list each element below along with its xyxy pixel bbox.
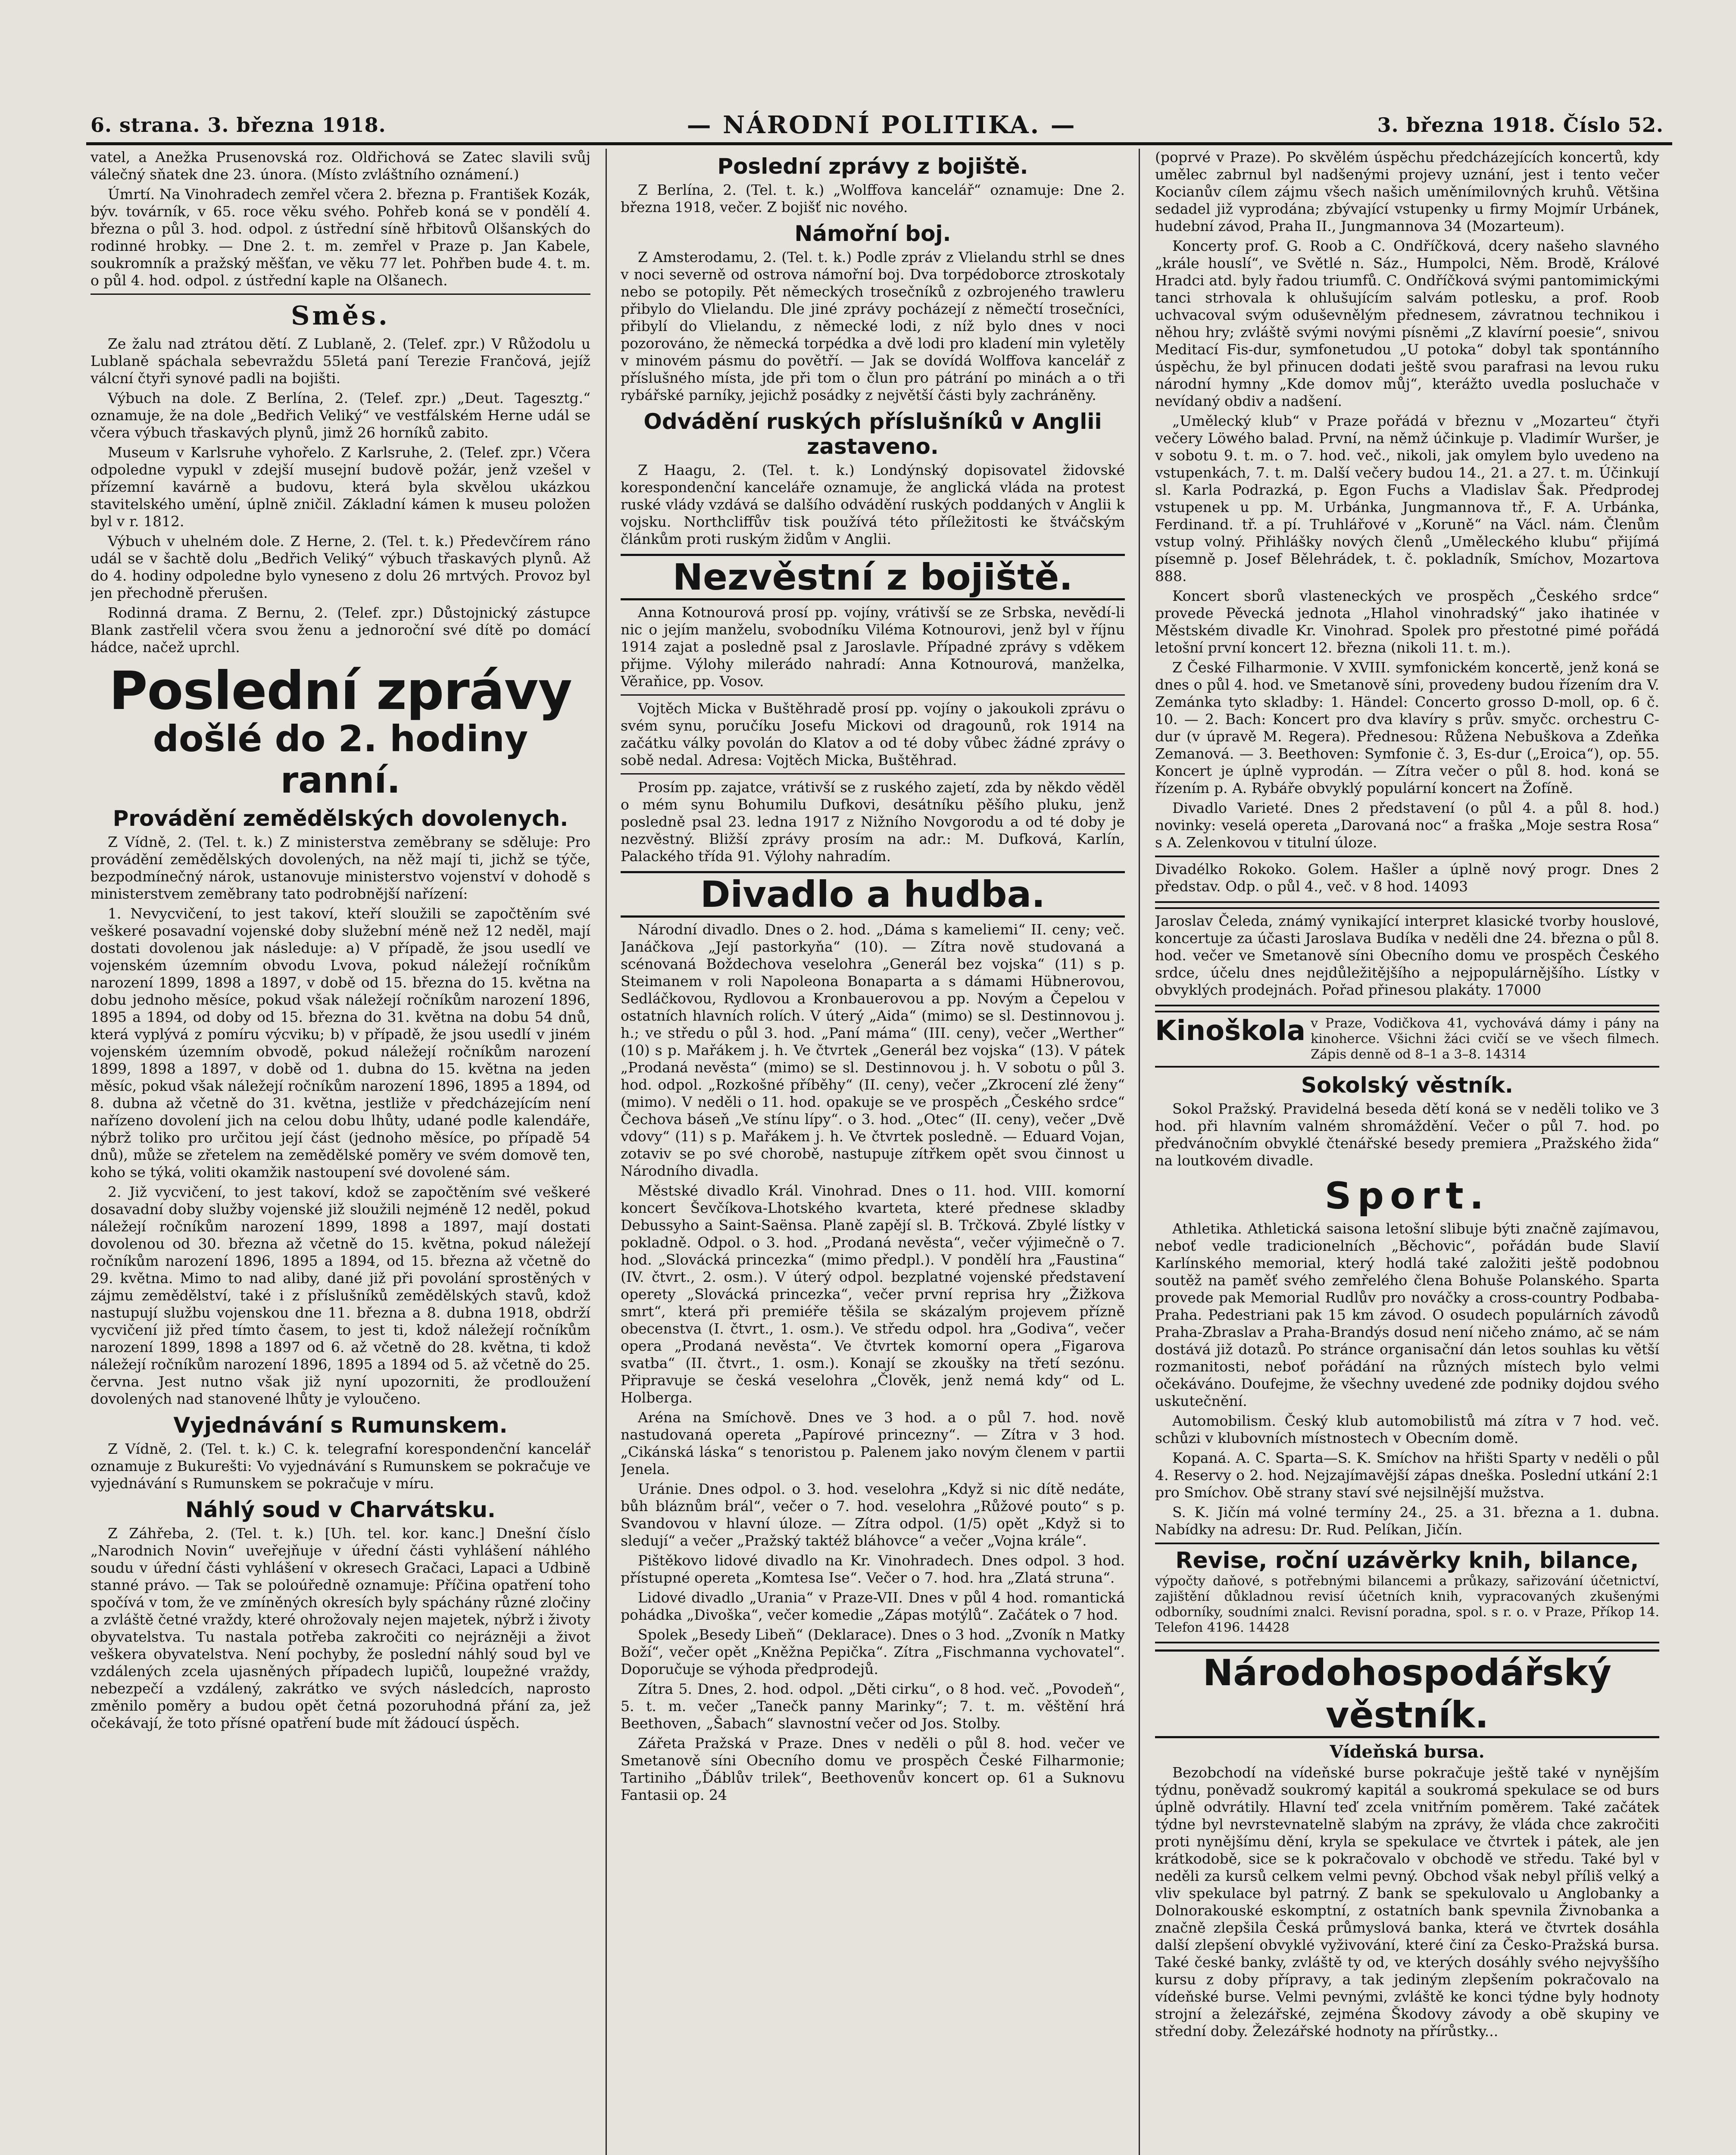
death-notices: Úmrtí. Na Vinohradech zemřel včera 2. března p. František Kozák, býv. továrník, v 65. roce věku svého. Pohřeb koná se v pondělí 4. března o půl 3. hod. odpol. z ústřední síně hřbitovů Olšanských do rodinné hrobky. — Dne 2. t. m. zemřel v Praze p. Jan Kabele, soukromník a pražský měšťan, ve věku 77 let. Pohřben bude 4. t. m. o půl 4. hod. odpol. z ústřední kaple na Olšanech. bbox=[91, 186, 590, 289]
section-title-sport: Sport. bbox=[1324, 1174, 1490, 1218]
notice-item: Prosím pp. zajatce, vrátivší se z ruského zajetí, zda by někdo věděl o mém synu Bohumilu Dufkovi, desátníku pěšího pluku, jenž posledně psal 23. ledna 1917 z Nižního Novgorodu a od té doby je nezvěstný. Bližší zprávy prosím na adr.: M. Dufková, Karlín, Palackého třída 91. Výlohy nahradím. bbox=[621, 779, 1125, 865]
divider bbox=[621, 773, 1125, 775]
theatre-item: Pištěkovo lidové divadlo na Kr. Vinohradech. Dnes odpol. 3 hod. přístupné opereta „Komtesa Ise“. Večer o 7. hod. hra „Zlatá struna“. bbox=[621, 1552, 1125, 1586]
column-3 bbox=[1155, 149, 1659, 2155]
article-paragraph: (poprvé v Praze). Po skvělém úspěchu předcházejících koncertů, kdy umělec zabrnul byl nadšenými projevy uznání, jest i tento večer Kocianův cílem zájmu všech našich uměnímilovných kruhů. Většina sedadel již vyprodána; zbývající vstupenky u firmy Mojmír Urbánek, hudební závod, Praha II., Jungmannova 34 (Mozarteum). bbox=[1155, 149, 1659, 234]
theatre-item: Národní divadlo. Dnes o 2. hod. „Dáma s kameliemi“ II. ceny; več. Janáčkova „Její pastorkyňa“ (10). — Zítra nově studovaná a scénovaná Boždechova veselohra „Generál bez vojska“ (11) s p. Steimanem v roli Napoleona Bonaparta a s dámami Hübnerovou, Sedláčkovou, Rydlovou a Kronbauerovou a pp. Novým a Čepelou v ostatních hlavních rolích. V úterý „Aida“ (mimo) se sl. Destinnovou j. h.; ve středu o půl 3. hod. „Paní máma“ (III. ceny), večer „Werther“ (10) s p. Mařákem j. h. Ve čtvrtek „Generál bez vojska“ (13). V pátek „Prodaná nevěsta“ (mimo) se sl. Destinnovou j. h. V sobotu o půl 3. hod. odpol. „Rozkošné příběhy“ (II. ceny), večer „Zkrocení zlé ženy“ (mimo). V neděli o 11. hod. opakuje se ve prospěch „Českého srdce“ Čechova báseň „Ve stínu lípy“. o 3. hod. „Otec“ (II. ceny), večer „Dvě vdovy“ (11) s p. Mařákem j. h. Ve čtvrtek posledně. — Eduard Vojan, zotaviv se po své chorobě, nastupuje zítřkem opět svou činnost u Národního divadla. bbox=[621, 921, 1125, 1179]
article-paragraph: Bezobchodí na vídeňské burse pokračuje ještě také v nynějším týdnu, poněvadž soukromý kapitál a soukromá spekulace se od burs úplně odvrátily. Hlavní teď zcela vnitřním poměrem. Také začátek týdne byl nevrstevnatelně slabým na zprávy, že vláda chce zakročiti proti nynějšímu dění, kryla se spekulace ve čtvrtek i pátek, ale jen krátkodobě, sice se k pokračovalo v obchodě ve středu. Také byl v neděli za kursů celkem velmi pevný. Obchod však nebyl příliš velký a vliv spekulace byl patrný. Z bank se spekulovalo u Anglobanky a Dolnorakouské eskomptní, z ostatních bank spevnila Živnobanka a značně zlepšila Česká průmyslová banka, která ve čtvrtek dosáhla další zlepšení obvyklé vyživování, které činí za Česko-Pražská bursa. Také české banky, zvláště ty od, ve kterých dosáhly svého nejvyššího kursu z doby přípravy, a tak jediným zlepšením pokračovalo na vídeňské burse. Velmi pevnými, zvláště ke konci týdne byly hodnoty strojní a železářské, zejména Škodovy závody a obě skupiny ve střední doby. Železářské hodnoty na přírůstky... bbox=[1155, 1764, 1659, 2039]
news-item: Výbuch na dole. Z Berlína, 2. (Telef. zpr.) „Deut. Tagesztg.“ oznamuje, že na dole „Bedřich Veliký“ ve vestfálském Herne udál se včera výbuch třaskavých plynů, jimž 26 horníků zabito. bbox=[91, 390, 590, 441]
sport-item: Kopaná. A. C. Sparta—S. K. Smíchov na hřišti Sparty v neděli o půl 4. Reservy o 2. hod. Nejzajímavější zápas dneška. Poslední utkání 2:1 pro Smíchov. Obě strany staví své nejsilnější mužstva. bbox=[1155, 1449, 1659, 1501]
article-paragraph: Z Vídně, 2. (Tel. t. k.) C. k. telegrafní korespondenční kancelář oznamuje z Bukurešti: Vo vyjednávání s Rumunskem se pokračuje ve vyjednávání s Rumunskem se pokračuje v míru. bbox=[91, 1440, 590, 1492]
divider bbox=[621, 694, 1125, 696]
advertisement bbox=[1155, 856, 1659, 903]
header-left: 6. strana. 3. března 1918. bbox=[91, 113, 386, 137]
ad-text: výpočty daňové, s potřebnými bilancemi a průkazy, sařizování účetnictví, zajištění důkladnou revisí účetních knih, vypracovaných zkušenými odborníky, soudními znalci. Revisní poradna, spol. s r. o. v Praze, Příkop 14. Telefon 4196. 14428 bbox=[1155, 1574, 1659, 1635]
article-paragraph: 1. Nevycvičení, to jest takoví, kteří sloužili se započtěním své veškeré posavadní vojenské doby služební méně než 12 neděl, mají dostati dovolenou jak následuje: a) V případě, že jsou usedlí ve vojenském územním obvodu Lvova, pokud náležejí ročníkům narození 1899, 1898 a 1897, v době od 15. března do 15. května na dobu jednoho měsíce, pokud však náležejí ročníkům narození 1896, 1895 a 1894, od doby od 15. března do 31. května na dobu 54 dnů, která vyplývá z pomíru výcviku; b) v případě, že jsou usedlí v jiném vojenském územním obvodě, pokud náležejí ročníkům narození 1899, 1898 a 1897, v době od 1. dubna do 15. května na jeden měsíc, pokud však náležejí ročníkům narození 1896, 1895 a 1894, od 8. dubna až včetně do 31. května, jestliže v předcházejícím není nařízeno dovolení jich na celou dobu lhůty, udané podle kalendáře, nýbrž toliko pro určitou její část (jednoho měsíce, po případě 54 dnů), může se zřetelem na zemědělské poměry ve svém domově ten, koho se týká, voliti okamžik nastoupení své dovolené sám. bbox=[91, 905, 590, 1181]
concert-item: Z České Filharmonie. V XVIII. symfonickém koncertě, jenž koná se dnes o půl 4. hod. ve Smetanově síni, provedeny budou řízením dra V. Zemánka tyto skladby: 1. Händel: Concerto grosso D-moll, op. 6 č. 10. — 2. Bach: Koncert pro dva klavíry s prův. smyčc. orchestru C-dur (v úpravě M. Regera). Přednesou: Růžena Nebuškova a Zdeňka Zemanová. — 3. Beethoven: Symfonie č. 3, Es-dur („Eroica“), op. 55. Koncert je úplně vyprodán. — Zítra večer o půl 8. hod. koná se řízením p. A. Rybáře obvyklý populární koncert na Žofíně. bbox=[1155, 659, 1659, 796]
ad-text: v Praze, Vodičkova 41, vychovává dámy i pány na kinoherce. Všichni žáci cvičí se ve všech filmech. Zápis denně od 8–1 a 3–8. 14314 bbox=[1311, 1016, 1659, 1062]
theatre-item: Lidové divadlo „Urania“ v Praze-VII. Dnes v půl 4 hod. romantická pohádka „Divoška“, večer komedie „Zápas motýlů“. Začátek o 7 hod. bbox=[621, 1589, 1125, 1623]
header-right: 3. března 1918. Číslo 52. bbox=[1377, 113, 1664, 137]
ad-text: Divadélko Rokoko. Golem. Hašler a úplně nový progr. Dnes 2 představ. Odp. o půl 4., več. v 8 hod. 14093 bbox=[1155, 861, 1659, 895]
masthead-title: — NÁRODNÍ POLITIKA. — bbox=[687, 111, 1077, 139]
theatre-item: Zítra 5. Dnes, 2. hod. odpol. „Děti cirku“, o 8 hod. več. „Povodeň“, 5. t. m. večer „Tanečk panny Marinky“; 7. t. m. věštění hrá Beethoven, „Šabach“ slavnostní večer od Jos. Stolby. bbox=[621, 1680, 1125, 1732]
article-title: Vyjednávání s Rumunskem. bbox=[173, 1413, 508, 1438]
column-1 bbox=[91, 149, 590, 2155]
column-divider bbox=[606, 149, 607, 2155]
article-paragraph: Z Berlína, 2. (Tel. t. k.) „Wolffova kancelář“ oznamuje: Dne 2. března 1918, večer. Z bojišť nic nového. bbox=[621, 181, 1125, 216]
ad-text: Jaroslav Čeleda, známý vynikající interpret klasické tvorby houslové, koncertuje za účasti Jaroslava Budíka v neděli dne 24. března o půl 8. hod. večer ve Smetanově síni Obecního domu ve prospěch Českého srdce, účelu dnes nejdůležitějšího a nejpopulárnějšího. Lístky v obvyklých prodejnách. Pořad přinesou plakáty. 17000 bbox=[1155, 912, 1659, 998]
article-paragraph: Z Vídně, 2. (Tel. t. k.) Z ministerstva zeměbrany se sděluje: Pro provádění zemědělských dovolených, na něž mají ti, jichž se týče, bezpodmínečný nárok, ustanovuje ministerstvo vojenství v dohodě s ministerstvem zeměbrany tato podrobnější nařízení: bbox=[91, 834, 590, 902]
article-paragraph: Z Záhřeba, 2. (Tel. t. k.) [Uh. tel. kor. kanc.] Dnešní číslo „Narodnich Novin“ uveřejňuje v úřední části vyhlášení náhlého soudu v úřední části vyhlášení v okresech Gračaci, Lapaci a Udbině stanné právo. — Tak se poloúředně oznamuje: Příčina opatření toho spočívá v tom, že ve zmíněných okresích byly spáchány různé zločiny a zvláště četné vraždy, které ohrožovaly nejen majetek, nýbrž i životy obyvatelstva. Tu nastala potřeba zakročiti co nejrázněji a život veškera obyvatelstva. Není pochyby, že poslední náhlý soud byl ve vzdálených zcela ujasněných případech lupičů, loupežné vraždy, nebezpečí a vzdálený, zakrátko ve svých následcích, naprosto změnilo poměry a budou opět četná pozoruhodná přání za, jež očekávají, že toto přísné opatření bude mít žádoucí úspěch. bbox=[91, 1525, 590, 1731]
news-item: Museum v Karlsruhe vyhořelo. Z Karlsruhe, 2. (Telef. zpr.) Včera odpoledne vypukl v zdejší musejní budově požár, jenž vzešel v přízemní kavárně a budovu, která byla skvělou ukázkou stavitelského umění, úplně zničil. Základní kámen k museu položen byl v r. 1812. bbox=[91, 444, 590, 530]
header-rule bbox=[86, 142, 1672, 145]
advertisement-kinoskola bbox=[1155, 1011, 1659, 1068]
divider bbox=[91, 294, 590, 295]
subsection-title: Vídeňská bursa. bbox=[1330, 1742, 1485, 1762]
article-paragraph: Z Haagu, 2. (Tel. t. k.) Londýnský dopisovatel židovské korespondenční kanceláře oznamuje, že anglická vláda na protest ruské vlády vzdává se dalšího odvádění ruských poddaných v Anglii k vojsku. Northcliffův tisk používá této příležitosti ke štváčským článkům proti ruským židům v Anglii. bbox=[621, 462, 1125, 547]
section-title-nezvestni: Nezvěstní z bojiště. bbox=[621, 554, 1125, 600]
notice-item: Anna Kotnourová prosí pp. vojíny, vrátivší se ze Srbska, nevědí-li nic o jejím manželu, svobodníku Viléma Kotnourovi, jenž byl v říjnu 1914 zajat a posledně psal z Jaroslavle. Případné zprávy s vděkem přijme. Výlohy milerádo nahradí: Anna Kotnourová, manželka, Věraňice, pp. Vosov. bbox=[621, 604, 1125, 690]
theatre-item: Městské divadlo Král. Vinohrad. Dnes o 11. hod. VIII. komorní koncert Ševčíkova-Lhotského kvarteta, které přednese skladby Debussyho a Saint-Saënsa. Planě zapějí sl. B. Trčková. Zbylé lístky v pokladně. Odpol. o 3. hod. „Prodaná nevěsta“, večer výjimečně o 7. hod. „Slovácká princezka“ (mimo předpl.). V pondělí hra „Faustina“ (IV. čtvrt., 2. osm.). V úterý odpol. bezplatné vojenské představení operety „Slovácká princezka“, večer první reprisa hry „Žižkova smrt“, která při premiéře těšila se skázalým projevem přízně obecenstva (I. čtvrt., 1. osm.). Ve středu odpol. hra „Godiva“, večer opera „Prodaná nevěsta“. Ve čtvrtek komorní opera „Figarova svatba“ (II. čtvrt., 1. osm.). Konají se zkoušky na třetí sezónu. Připravuje se česká veselohra „Člověk, jenž nemá kdy“ od L. Holberga. bbox=[621, 1182, 1125, 1406]
section-title-sokol: Sokolský věstník. bbox=[1301, 1073, 1513, 1098]
news-item: Ze žalu nad ztrátou dětí. Z Lublaně, 2. (Telef. zpr.) V Růžodolu u Lublaně spáchala sebevraždu 55letá paní Terezie Frančová, jejíž válcní čtyři synové padli na bojišti. bbox=[91, 335, 590, 387]
ad-title: Revise, roční uzávěrky knih, bilance, bbox=[1175, 1548, 1639, 1574]
concert-item: „Umělecký klub“ v Praze pořádá v březnu v „Mozarteu“ čtyři večery Löwého balad. První, na němž účinkuje p. Vladimír Wuršer, je v sobotu 9. t. m. o 7. hod. več., nikoli, jak omylem bylo uvedeno na vstupenkách, 7. t. m. Další večery budou 14., 21. a 27. t. m. Účinkují sl. Karla Podrazká, p. Egon Fuchs a Vladislav Šak. Předprodej vstupenek u pp. M. Urbánka, Jungmannova tř., F. A. Urbánka, Ferdinand. tř. a pí. Truhlářové v „Koruně“ na Václ. nám. Členům vstup volný. Přihlášky nových členů „Uměleckého klubu“ přijímá písemně p. Josef Bělehrádek, t. č. pokladník, Smíchov, Mozartova 888. bbox=[1155, 412, 1659, 584]
article-paragraph: 2. Již vycvičení, to jest takoví, kdož se započtěním své veškeré dosavadní doby služby vojenské již sloužili nejméně 12 neděl, pokud náležejí ročníkům narození 1899, 1898 a 1897, mají dostati dovolenou od 30. března až včetně do 15. května, pokud náležejí ročníkům narození 1896, 1895 a 1894, od 15. března až včetně do 29. května. Mimo to nad aliby, dané již při povolání sprostěných v zájmu zemědělství, také i z příslušníků zemědělských stavů, kdož nastupují službu vojenskou dne 11. března a 8. dubna 1918, obdrží vycvičení již před tímto časem, to jest ti, kdož náležejí ročníkům narození 1899, 1898 a 1897 od 6. až včetně do 28. května, ti kdož náležejí ročníkům narození 1896, 1895 a 1894 od 5. až včetně do 25. června. Jest nutno však již nyní upozorniti, že prodloužení dovolených nad stanovené lhůty je vyloučeno. bbox=[91, 1184, 590, 1407]
column-2 bbox=[621, 149, 1125, 2155]
sport-item: S. K. Jičín má volné termíny 24., 25. a 31. března a 1. dubna. Nabídky na adresu: Dr. Rud. Pelíkan, Jičín. bbox=[1155, 1504, 1659, 1538]
article-title: Odvádění ruských příslušníků v Anglii zastaveno. bbox=[643, 409, 1102, 459]
notice-item: Vojtěch Micka v Buštěhradě prosí pp. vojíny o jakoukoli zprávu o svém synu, poručíku Josefu Mickovi od dragounů, rok 1914 na začátku války povolán do Klatov a od té doby vůbec žádné zprávy o sobě nedal. Adresa: Vojtěch Micka, Buštěhrad. bbox=[621, 700, 1125, 768]
page-header bbox=[91, 110, 1664, 140]
article-paragraph: Z Amsterodamu, 2. (Tel. t. k.) Podle zpráv z Vlielandu strhl se dnes v noci severně od ostrova námořní boj. Dva torpédoborce ztroskotaly nebo se potopily. Pět německých trosečníků z ozbrojeného trawleru přibylo do Vlielandu. Dle jiné zprávy pocházejí z němečtí trosečníci, přibylí do Vlielandu, z německé lodi, z níž bylo dnes v noci pozorováno, že německá torpédka a dvě lodi pro kladení min vyletěly v minovém pásmu do povětří. — Jak se dovídá Wolffova kancelář z příslušného místa, jde při tom o člun pro pátrání po minách a o tři rybářské parníky, jejichž posádky z největší části byly zachráněny. bbox=[621, 249, 1125, 403]
article-title: Poslední zprávy z bojiště. bbox=[717, 154, 1028, 179]
advertisement bbox=[1155, 907, 1659, 1006]
news-item: Výbuch v uhelném dole. Z Herne, 2. (Tel. t. k.) Předevčírem ráno udál se v šachtě dolu „Bedřich Veliký“ výbuch třaskavých plynů. Až do 4. hodiny odpoledne bylo vyneseno z dolu 26 mrtvých. Provoz byl jen přechodně přerušen. bbox=[91, 533, 590, 601]
sport-item: Automobilism. Český klub automobilistů má zítra v 7 hod. več. schůzi v klubovních místnostech v Obecním domě. bbox=[1155, 1412, 1659, 1446]
article-paragraph: Sokol Pražský. Pravidelná beseda dětí koná se v neděli toliko ve 3 hod. při hlavním valném shromáždění. Večer o půl 7. hod. po předvánočním obvyklé čtenářské besedy premiera „Pražského žida“ na loutkovém divadle. bbox=[1155, 1100, 1659, 1169]
sport-item: Athletika. Athletická saisona letošní slibuje býti značně zajímavou, neboť vedle tradicionelních „Běchovic“, pořádán bude Slavií Karlínského memorial, který hodlá také založiti ještě podobnou soutěž na paměť svého zemřelého člena Bohuše Polanského. Sparta provede pak Memorial Rudlův pro nováčky a cross-country Podbaba-Praha. Pedestriani pak 15 km závod. O osudech populárních závodů Praha-Zbraslav a Praha-Brandýs dosud není ničeho známo, ač se nám dostává již dotazů. Po stránce organisační dán letos souhlas ku větší rozmanitosti, neboť pořádání na různých místech bylo velmi očekáváno. Doufejme, že všechny uvedené zde podniky dojdou svého uskutečnění. bbox=[1155, 1220, 1659, 1409]
concert-item: Koncert sborů vlasteneckých ve prospěch „Českého srdce“ provede Pěvecká jednota „Hlahol vinohradský“ jako ihatinée v Městském divadle Kr. Vinohrad. Spolek pro přestotné pimé pořádá letošní první koncert 12. března (nikoli 11. t. m.). bbox=[1155, 587, 1659, 656]
article-title: Námořní boj. bbox=[794, 221, 951, 246]
concert-item: Koncerty prof. G. Roob a C. Ondříčková, dcery našeho slavného „krále houslí“, ve Světlé n. Sáz., Humpolci, Něm. Brodě, Králové Hradci atd. byly řadou triumfů. C. Ondříčková svými pantomimickými tanci strhovala k ohlušujícím salvám potlesku, a prof. Roob uchvacoval svým oduševnělým přednesem, závratnou technikou i něhou hry; zvláště svými novými písněmi „Z klavírní poesie“, snivou Meditací Fis-dur, symfonetudou „U potoka“ dobyl tak spontánního úspěchu, že byl přinucen dodati ještě svou parafrasi na levou ruku národní hymny „Kde domov můj“, kterážto uvedla posluchače v nevídaný obdiv a nadšení. bbox=[1155, 237, 1659, 409]
concert-item: Divadlo Varieté. Dnes 2 představení (o půl 4. a půl 8. hod.) novinky: veselá opereta „Darovaná noc“ a fraška „Moje sestra Rosa“ s A. Zelenkovou v titulní úloze. bbox=[1155, 800, 1659, 851]
theatre-item: Zářeta Pražská v Praze. Dnes v neděli o půl 8. hod. večer ve Smetanově síni Obecního domu ve prospěch České Filharmonie; Tartiniho „Ďáblův trilek“, Beethovenův koncert op. 61 a Suknovu Fantasii op. 24 bbox=[621, 1735, 1125, 1803]
wedding-notice: vatel, a Anežka Prusenovská roz. Oldřichová se Zatec slavili svůj válečný sňatek dne 23. února. (Místo zvláštního oznámení.) bbox=[91, 149, 590, 183]
ad-title: Kinoškola bbox=[1155, 1015, 1306, 1047]
article-title: Náhlý soud v Charvátsku. bbox=[185, 1497, 496, 1522]
section-title-posledni-zpravy: Poslední zprávy bbox=[109, 660, 572, 721]
column-divider bbox=[1139, 149, 1140, 2155]
advertisement-revise bbox=[1155, 1543, 1659, 1643]
section-subtitle: došlé do 2. hodiny ranní. bbox=[153, 718, 528, 801]
article-title: Provádění zemědělských dovolenych. bbox=[112, 806, 568, 831]
section-title-narodohospodarsky: Národohospodářský věstník. bbox=[1155, 1649, 1659, 1738]
theatre-item: Uránie. Dnes odpol. o 3. hod. veselohra „Když si nic dítě nedáte, bůh bláznům brál“, večer o 7. hod. veselohra „Růžové pouto“ s p. Svandovou v hlavní úloze. — Zítra odpol. (1/5) opět „Když si to sledují“ a večer „Pražský taktéž bláhovce“ a večer „Vojna krále“. bbox=[621, 1480, 1125, 1549]
theatre-item: Spolek „Besedy Libeň“ (Deklarace). Dnes o 3 hod. „Zvoník n Matky Boží“, večer opět „Kněžna Pepička“. Zítra „Fischmanna vychovatel“. Doporučuje se výhoda předprodejů. bbox=[621, 1626, 1125, 1677]
section-title-divadlo: Divadlo a hudba. bbox=[621, 871, 1125, 918]
news-item: Rodinná drama. Z Bernu, 2. (Telef. zpr.) Důstojnický zástupce Blank zastřelil včera svou ženu a jednoroční své dítě po domácí hádce, načež uprchl. bbox=[91, 604, 590, 656]
section-title-smes: Směs. bbox=[291, 301, 390, 331]
theatre-item: Aréna na Smíchově. Dnes ve 3 hod. a o půl 7. hod. nově nastudovaná opereta „Papírové princezny“. — Zítra v 3 hod. „Cikánská láska“ s tenoristou p. Palenem jako novým členem v partii Jenela. bbox=[621, 1409, 1125, 1477]
